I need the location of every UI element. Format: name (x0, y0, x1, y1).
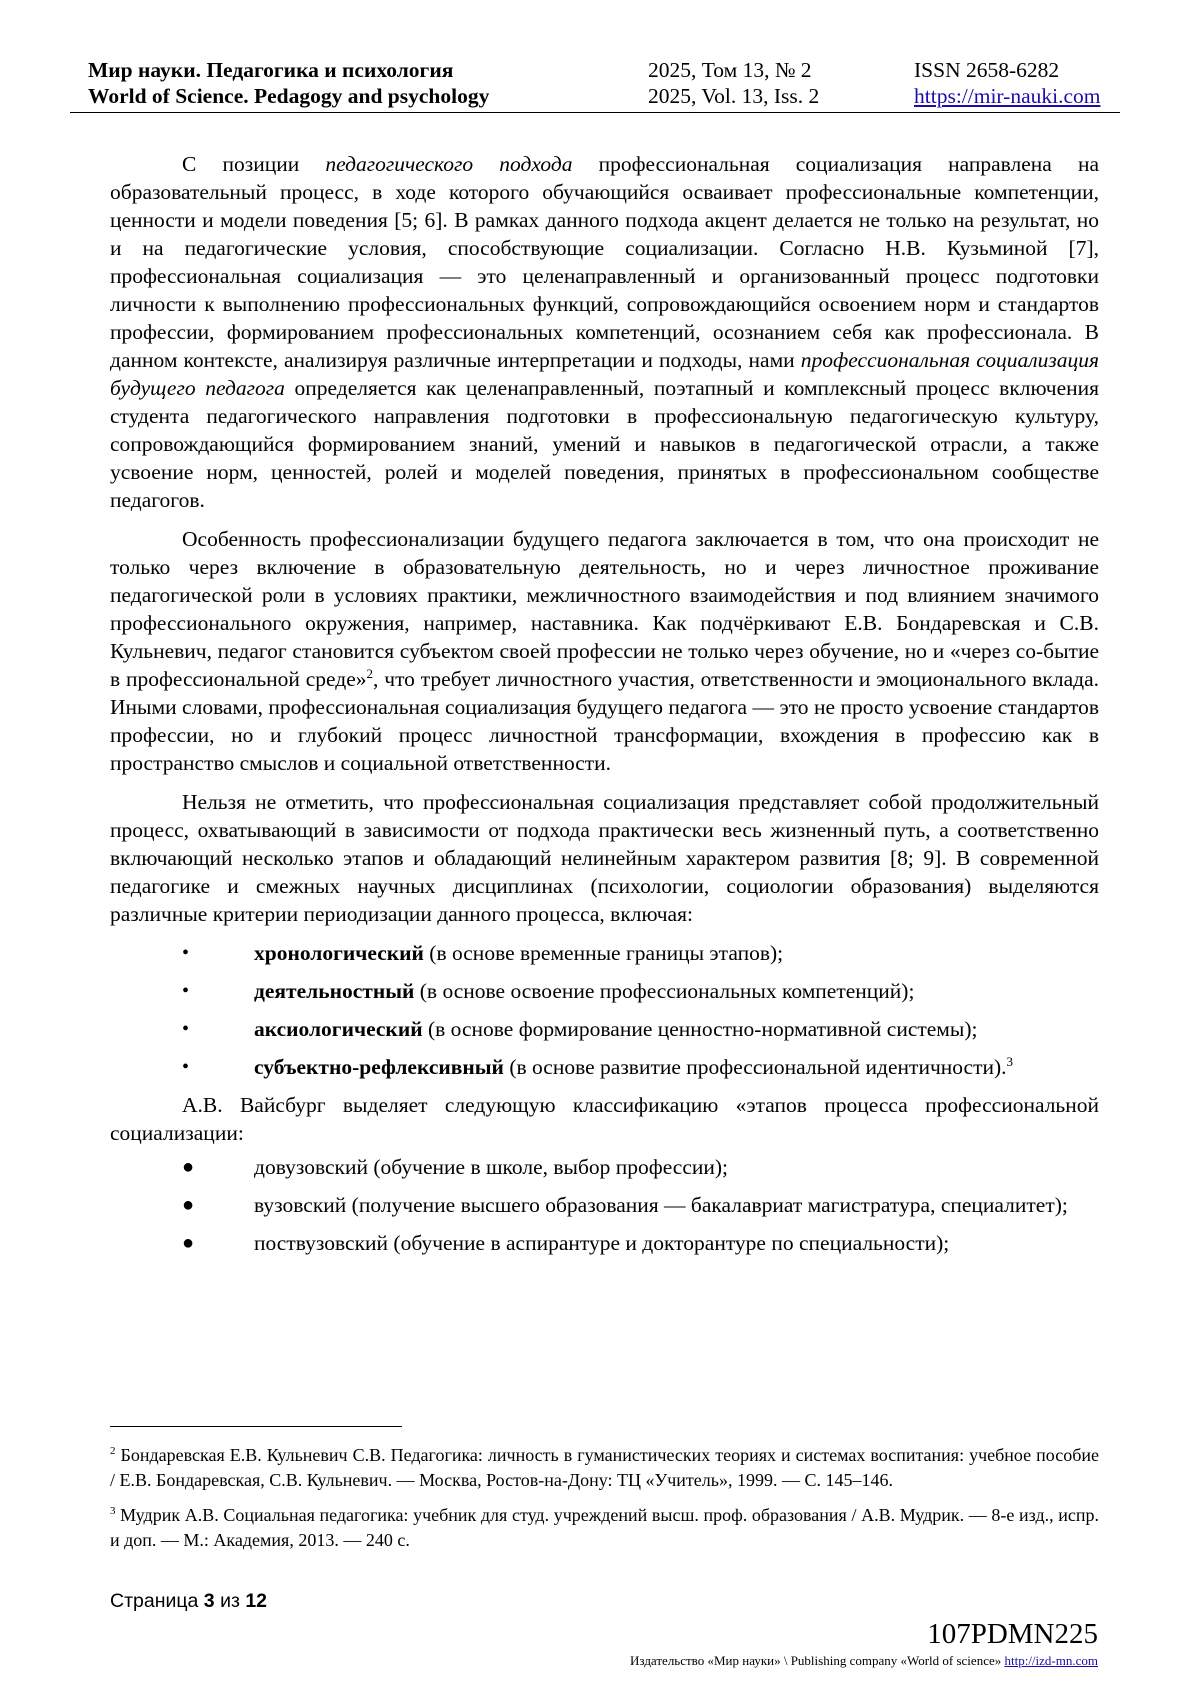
bullet-icon: ● (182, 1156, 195, 1178)
bullet-icon: ● (182, 1232, 195, 1254)
italic-term: педагогического подхода (325, 152, 573, 176)
header-divider (70, 112, 1120, 113)
list-item: ● поствузовский (обучение в аспирантуре и докторантуре по специальности); (182, 1231, 950, 1255)
issue-ru: 2025, Том 13, № 2 (648, 58, 812, 82)
bullet-icon: • (182, 1056, 190, 1078)
bullet-icon: • (182, 1018, 190, 1040)
footnotes (110, 1443, 1099, 1563)
article-body (110, 150, 1099, 1267)
paragraph-1: С позиции педагогического подхода профессиональная социализация направлена на образовательный процесс, в ходе которого обучающийся осваивает профессиональные компетенции, ценности и модели поведения [5; 6]. В рамках данного подхода акцент делается не только на результат, но и на педагогические условия, способствующие социализации. Согласно Н.В. Кузьминой [7], профессиональная социализация — это целенаправленный и организованный процесс подготовки личности к выполнению профессиональных функций, сопровождающийся освоением норм и стандартов профессии, формированием профессиональных компетенций, осознанием себя как профессионала. В данном контексте, анализируя различные интерпретации и подходы, нами профессиональная социализация будущего педагога определяется как целенаправленный, поэтапный и комплексный процесс включения студента педагогического направления подготовки в профессиональную педагогическую культуру, сопровождающийся формированием знаний, умений и навыков в педагогической отрасли, а также усвоение норм, ценностей, ролей и моделей поведения, принятых в профессиональном сообществе педагогов. (110, 152, 1100, 512)
bullet-icon: • (182, 942, 190, 964)
stages-list (110, 1153, 1099, 1257)
list-item: • деятельностный (в основе освоение профессиональных компетенций); (182, 979, 915, 1003)
bullet-icon: • (182, 980, 190, 1002)
page-header (88, 56, 1120, 112)
footnote-divider (110, 1426, 402, 1427)
footnote-ref-3[interactable]: 3 (1006, 1053, 1014, 1069)
journal-site-link[interactable]: https://mir-nauki.com (914, 84, 1101, 108)
issue-en: 2025, Vol. 13, Iss. 2 (648, 84, 820, 108)
list-item: • субъектно-рефлексивный (в основе развитие профессиональной идентичности).$^3$ (182, 1053, 1014, 1079)
list-item: ● вузовский (получение высшего образования — бакалавриат магистратура, специалитет); (182, 1193, 1068, 1217)
footnote-3: $^3$ Мудрик А.В. Социальная педагогика: учебник для студ. учреждений высш. проф. образования / А.В. Мудрик. — 8-е изд., испр. и доп. — М.: Академия, 2013. — 240 с. (110, 1505, 1099, 1550)
italic-definition: профессиональная социализация будущего педагога (110, 348, 1099, 400)
paragraph-4: А.В. Вайсбург выделяет следующую классификацию «этапов процесса профессиональной социализации: (110, 1093, 1099, 1145)
list-item: • хронологический (в основе временные границы этапов); (182, 941, 784, 965)
page-counter: Страница 3 из 12 (110, 1590, 268, 1612)
footnote-ref-2[interactable]: 2 (366, 665, 374, 681)
footnote-2: $^2$ Бондаревская Е.В. Кульневич С.В. Педагогика: личность в гуманистических теориях и системах воспитания: учебное пособие / Е.В. Бондаревская, С.В. Кульневич. — Москва, Ростов-на-Дону: ТЦ «Учитель», 1999. — С. 145–146. (110, 1445, 1099, 1490)
article-code: 107PDMN225 (927, 1618, 1098, 1650)
journal-title-ru: Мир науки. Педагогика и психология (88, 58, 454, 82)
bullet-icon: ● (182, 1194, 195, 1216)
publisher-link[interactable]: http://izd-mn.com (1004, 1653, 1098, 1668)
issn: ISSN 2658-6282 (914, 58, 1060, 82)
list-item: • аксиологический (в основе формирование ценностно-нормативной системы); (182, 1017, 978, 1041)
paragraph-3: Нельзя не отметить, что профессиональная социализация представляет собой продолжительный процесс, охватывающий в зависимости от подхода практически весь жизненный путь, а соответственно включающий несколько этапов и обладающий нелинейным характером развития [8; 9]. В современной педагогике и смежных научных дисциплинах (психологии, социологии образования) выделяются различные критерии периодизации данного процесса, включая: (110, 790, 1099, 926)
list-item: ● довузовский (обучение в школе, выбор профессии); (182, 1155, 729, 1179)
journal-title-en: World of Science. Pedagogy and psychology (88, 84, 490, 108)
publisher-line: Издательство «Мир науки» \ Publishing company «World of science» http://izd-mn.com (630, 1653, 1098, 1668)
paragraph-2: Особенность профессионализации будущего педагога заключается в том, что она происходит не только через включение в образовательную деятельность, но и через личностное проживание педагогической роли в условиях практики, межличностного взаимодействия и под влиянием значимого профессионального окружения, например, наставника. Как подчёркивают Е.В. Бондаревская и С.В. Кульневич, педагог становится субъектом своей профессии не только через обучение, но и «через со-бытие в профессиональной среде»$^2$, что требует личностного участия, ответственности и эмоционального вклада. Иными словами, профессиональная социализация будущего педагога — это не просто усвоение стандартов профессии, но и глубокий процесс личностной трансформации, вхождения в профессию как в пространство смыслов и социальной ответственности. (110, 527, 1099, 775)
criteria-list (110, 939, 1099, 1081)
